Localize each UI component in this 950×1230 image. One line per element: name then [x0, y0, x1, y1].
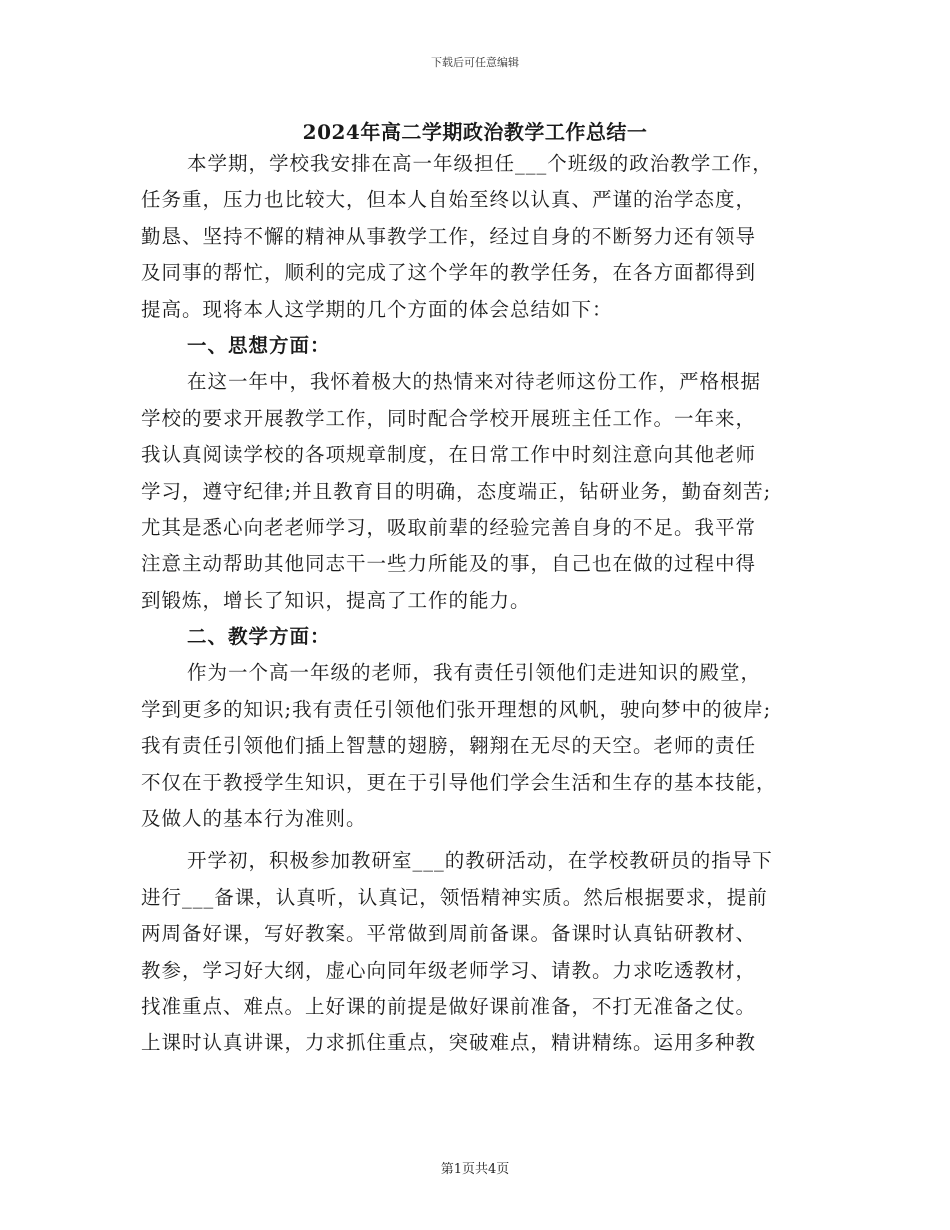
paragraph-line: 任务重，压力也比较大，但本人自始至终以认真、严谨的治学态度， [141, 188, 757, 212]
document-title: 2024年高二学期政治教学工作总结一 [302, 120, 648, 144]
document-body [141, 146, 806, 1062]
page-number-footer: 第1页共4页 [440, 1162, 510, 1177]
paragraph-line: 在这一年中，我怀着极大的热情来对待老师这份工作，严格根据 [187, 370, 762, 394]
page-header-note: 下载后可任意编辑 [431, 56, 519, 69]
paragraph-line: 进行___备课，认真听，认真记，领悟精神实质。然后根据要求，提前 [141, 885, 768, 909]
paragraph-line: 提高。现将本人这学期的几个方面的体会总结如下： [141, 297, 613, 321]
paragraph-line: 开学初，积极参加教研室___的教研活动，在学校教研员的指导下 [187, 849, 773, 873]
paragraph-line: 作为一个高一年级的老师，我有责任引领他们走进知识的殿堂， [187, 661, 762, 685]
paragraph-line: 上课时认真讲课，力求抓住重点，突破难点，精讲精练。运用多种教 [141, 1031, 757, 1055]
paragraph-line: 到锻炼，增长了知识，提高了工作的能力。 [141, 588, 531, 612]
paragraph-line: 我认真阅读学校的各项规章制度，在日常工作中时刻注意向其他老师 [141, 443, 757, 467]
paragraph-line: 学校的要求开展教学工作，同时配合学校开展班主任工作。一年来， [141, 406, 757, 430]
paragraph-line: 及同事的帮忙，顺利的完成了这个学年的教学任务，在各方面都得到 [141, 261, 757, 285]
paragraph-line: 及做人的基本行为准则。 [141, 807, 367, 831]
paragraph-line: 我有责任引领他们插上智慧的翅膀，翱翔在无尽的天空。老师的责任 [141, 734, 757, 758]
paragraph-line: 学习，遵守纪律;并且教育目的明确，态度端正，钻研业务，勤奋刻苦; [141, 479, 772, 503]
paragraph-line: 注意主动帮助其他同志干一些力所能及的事，自己也在做的过程中得 [141, 552, 757, 576]
paragraph-line: 找准重点、难点。上好课的前提是做好课前准备，不打无准备之仗。 [141, 994, 757, 1018]
paragraph-line: 教参，学习好大纲，虚心向同年级老师学习、请教。力求吃透教材， [141, 958, 757, 982]
paragraph-line: 本学期，学校我安排在高一年级担任___个班级的政治教学工作， [187, 152, 773, 175]
section-heading-teaching: 二、教学方面： [187, 625, 331, 649]
paragraph-line: 学到更多的知识;我有责任引领他们张开理想的风帆，驶向梦中的彼岸; [141, 697, 772, 721]
section-heading-thought: 一、思想方面： [187, 333, 331, 357]
paragraph-line: 两周备好课，写好教案。平常做到周前备课。备课时认真钻研教材、 [141, 922, 757, 946]
paragraph-line: 勤恳、坚持不懈的精神从事教学工作，经过自身的不断努力还有领导 [141, 224, 757, 248]
paragraph-line: 尤其是悉心向老老师学习，吸取前辈的经验完善自身的不足。我平常 [141, 515, 757, 539]
paragraph-line: 不仅在于教授学生知识，更在于引导他们学会生活和生存的基本技能， [141, 770, 777, 794]
